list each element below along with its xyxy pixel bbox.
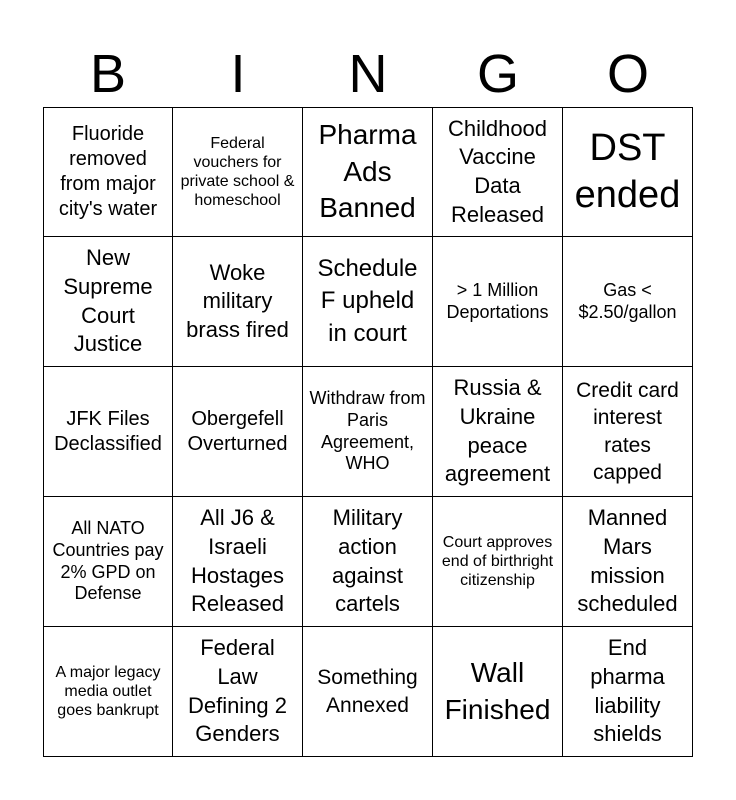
cell-text: Something Annexed — [317, 666, 418, 717]
cell-text: Obergefell Overturned — [187, 407, 288, 455]
bingo-cell[interactable] — [433, 627, 563, 757]
bingo-cell[interactable] — [43, 107, 173, 237]
bingo-cell[interactable] — [43, 367, 173, 497]
cell-text: All J6 & Israeli Hostages Released — [191, 505, 284, 617]
cell-text: Withdraw from Paris Agreement, WHO — [309, 388, 426, 474]
bingo-cell[interactable] — [43, 497, 173, 627]
bingo-cell[interactable] — [433, 367, 563, 497]
bingo-cell[interactable] — [303, 107, 433, 237]
bingo-cell[interactable] — [563, 497, 693, 627]
bingo-cell[interactable] — [563, 627, 693, 757]
header-letter-o: O — [606, 44, 649, 104]
cell-text: Fluoride removed from major city's water — [58, 123, 158, 220]
header-letter-g: G — [476, 44, 519, 104]
bingo-cell[interactable] — [173, 107, 303, 237]
cell-text: Federal Law Defining 2 Genders — [187, 635, 288, 747]
bingo-cell[interactable] — [173, 367, 303, 497]
bingo-cell[interactable] — [303, 627, 433, 757]
bingo-cell[interactable] — [43, 237, 173, 367]
cell-text: Schedule F upheld in court — [317, 254, 418, 347]
header-letter-b: B — [89, 44, 127, 104]
bingo-cell[interactable] — [563, 367, 693, 497]
cell-text: A major legacy media outlet goes bankrupt — [55, 663, 161, 720]
header-letter-n: N — [348, 44, 388, 104]
bingo-cell[interactable] — [43, 627, 173, 757]
bingo-cell[interactable] — [433, 497, 563, 627]
cell-text: DST ended — [574, 126, 681, 216]
cell-text: Russia & Ukraine peace agreement — [444, 375, 551, 487]
cell-text: Woke military brass fired — [186, 259, 289, 342]
cell-text: Pharma Ads Banned — [318, 119, 417, 224]
header-letter-i: I — [230, 44, 246, 104]
bingo-cell[interactable] — [303, 237, 433, 367]
cell-text: Court approves end of birthright citizenship — [441, 533, 554, 590]
bingo-cell[interactable] — [173, 627, 303, 757]
bingo-card — [43, 107, 693, 757]
bingo-header — [43, 42, 693, 106]
cell-text: All NATO Countries pay 2% GPD on Defense — [52, 518, 164, 604]
cell-text: Wall Finished — [444, 657, 551, 725]
bingo-cell[interactable] — [303, 367, 433, 497]
bingo-cell[interactable] — [563, 107, 693, 237]
cell-text: Childhood Vaccine Data Released — [447, 115, 548, 227]
cell-text: Credit card interest rates capped — [576, 378, 679, 484]
bingo-cell[interactable] — [433, 107, 563, 237]
cell-text: Manned Mars mission scheduled — [577, 505, 678, 617]
bingo-cell[interactable] — [563, 237, 693, 367]
cell-text: > 1 Million Deportations — [446, 279, 549, 322]
bingo-cell[interactable] — [173, 497, 303, 627]
cell-text: Military action against cartels — [332, 505, 403, 617]
cell-text: JFK Files Declassified — [54, 407, 162, 455]
cell-text: Gas < $2.50/gallon — [578, 279, 677, 322]
bingo-cell[interactable] — [433, 237, 563, 367]
bingo-cell[interactable] — [303, 497, 433, 627]
cell-text: New Supreme Court Justice — [63, 245, 153, 357]
cell-text: Federal vouchers for private school & homeschool — [180, 134, 295, 210]
cell-text: End pharma liability shields — [590, 635, 665, 747]
bingo-cell[interactable] — [173, 237, 303, 367]
